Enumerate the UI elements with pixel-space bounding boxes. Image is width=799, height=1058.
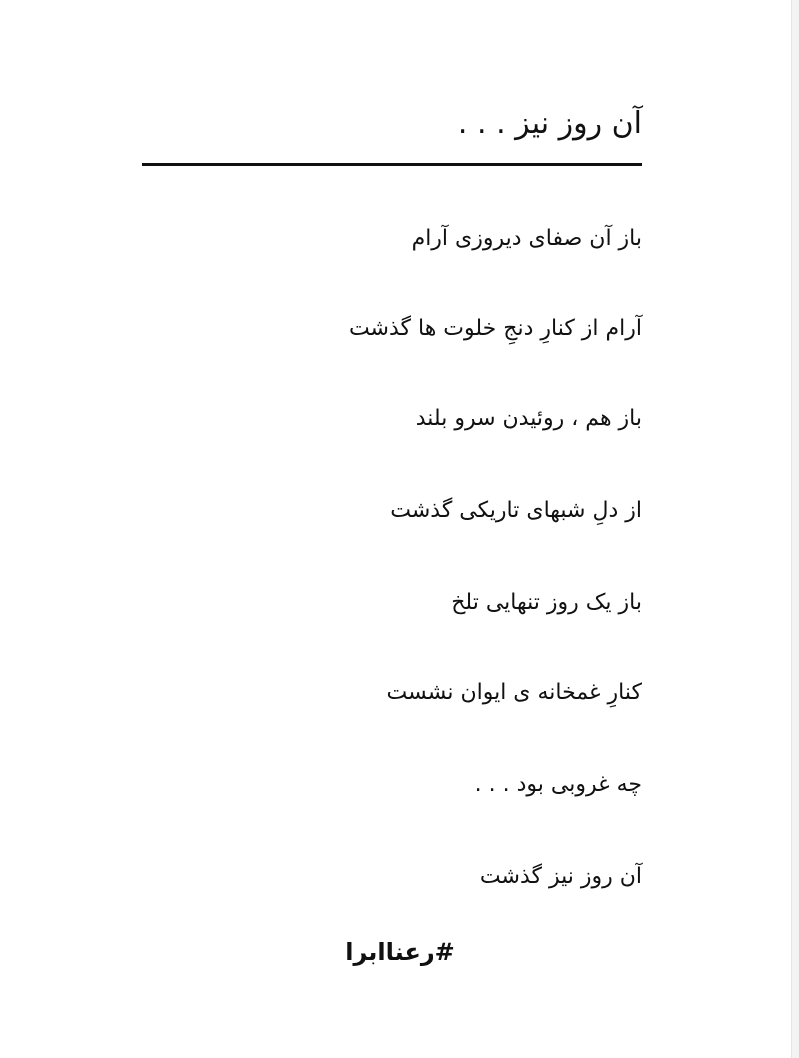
poem-block [142, 0, 642, 1058]
poem-line: باز یک روز تنهایی تلخ [451, 590, 642, 615]
poem-title: آن روز نیز . . . [457, 106, 642, 141]
title-divider [142, 163, 642, 166]
poem-line: باز هم ، روئیدن سرو بلند [415, 406, 642, 431]
page-edge [791, 0, 799, 1058]
author-hashtag: #رعناابرا [345, 938, 455, 966]
poem-line: کنارِ غمخانه ی ایوان نشست [386, 680, 642, 705]
poem-line: آن روز نیز گذشت [479, 864, 642, 889]
poem-line: آرام از کنارِ دنجِ خلوت ها گذشت [348, 316, 642, 341]
poem-line: چه غروبی بود . . . [474, 772, 642, 797]
poem-line: از دلِ شبهای تاریکی گذشت [390, 498, 642, 523]
poem-line: باز آن صفای دیروزی آرام [411, 226, 642, 251]
